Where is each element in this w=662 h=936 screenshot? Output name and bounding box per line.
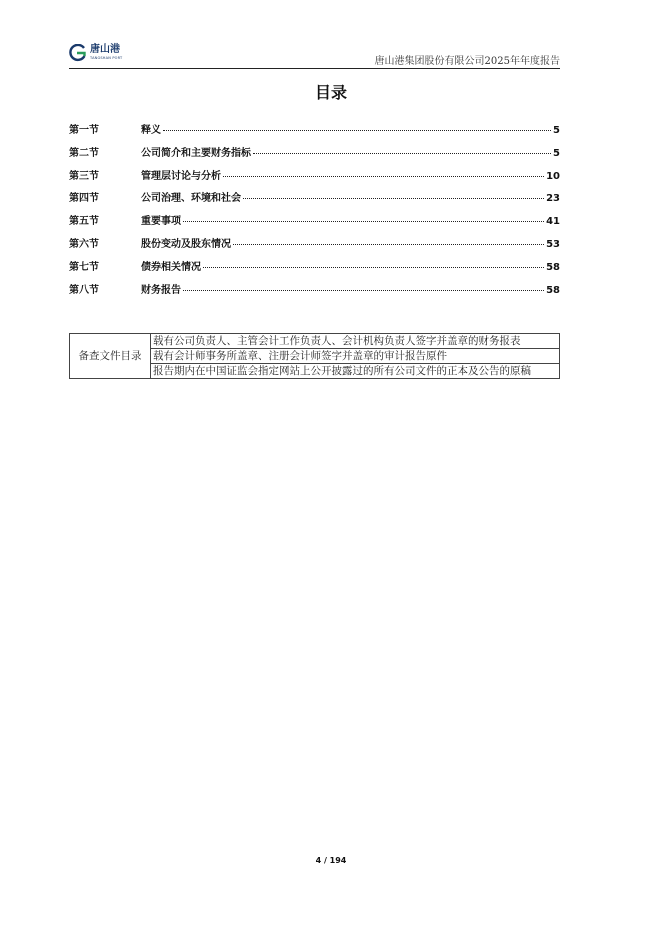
- toc-leader-dots: [183, 221, 544, 222]
- toc-section-title: 释义: [141, 125, 161, 136]
- toc-page-number: 58: [546, 284, 560, 296]
- toc-section-title: 股份变动及股东情况: [141, 238, 231, 250]
- toc-section-title: 债券相关情况: [141, 261, 201, 273]
- toc-entry[interactable]: [69, 258, 560, 281]
- page-header: [69, 44, 560, 69]
- page-number: 4 / 194: [315, 856, 347, 865]
- toc-page-number: 5: [553, 147, 560, 159]
- toc-leader-dots: [243, 198, 544, 199]
- toc-page-number: 53: [546, 238, 560, 250]
- toc-entry[interactable]: [69, 144, 560, 167]
- toc-section-title: 重要事项: [141, 216, 181, 228]
- toc-leader-dots: [233, 244, 544, 245]
- toc-entry[interactable]: [69, 212, 560, 235]
- toc-page-number: 23: [546, 193, 560, 205]
- toc-entry[interactable]: [69, 121, 560, 144]
- toc-leader-dots: [203, 267, 544, 268]
- table-of-contents: [69, 121, 560, 303]
- logo-subtitle: TANGSHAN PORT: [90, 56, 123, 60]
- toc-leader-dots: [253, 153, 551, 154]
- toc-page-number: 41: [546, 216, 560, 228]
- reference-table-label: 备查文件目录: [70, 334, 151, 379]
- toc-page-number: 58: [546, 261, 560, 273]
- toc-entry[interactable]: [69, 235, 560, 258]
- toc-leader-dots: [163, 130, 551, 131]
- toc-leader-dots: [183, 290, 544, 291]
- toc-section-number: 第五节: [69, 216, 99, 228]
- reference-item: 载有公司负责人、主管会计工作负责人、会计机构负责人签字并盖章的财务报表: [151, 334, 560, 349]
- toc-section-title: 公司简介和主要财务指标: [141, 147, 251, 159]
- reference-item: 载有会计师事务所盖章、注册会计师签字并盖章的审计报告原件: [151, 349, 560, 364]
- toc-section-number: 第七节: [69, 261, 99, 273]
- report-title: 唐山港集团股份有限公司2025年年度报告: [374, 56, 560, 67]
- toc-leader-dots: [223, 176, 544, 177]
- tangshan-port-logo-icon: [69, 44, 87, 62]
- toc-section-number: 第六节: [69, 238, 99, 250]
- company-logo: [69, 44, 122, 66]
- toc-section-title: 财务报告: [141, 284, 181, 296]
- logo-name: 唐山港: [90, 44, 120, 55]
- toc-section-title: 公司治理、环境和社会: [141, 193, 241, 205]
- toc-page-number: 5: [553, 125, 560, 136]
- toc-section-number: 第一节: [69, 125, 99, 136]
- toc-section-number: 第四节: [69, 193, 99, 205]
- toc-entry[interactable]: [69, 189, 560, 212]
- table-row: [70, 334, 560, 349]
- toc-page-number: 10: [546, 170, 560, 182]
- toc-section-number: 第三节: [69, 170, 99, 182]
- reference-item: 报告期内在中国证监会指定网站上公开披露过的所有公司文件的正本及公告的原稿: [151, 364, 560, 379]
- toc-entry[interactable]: [69, 281, 560, 304]
- toc-entry[interactable]: [69, 167, 560, 190]
- toc-section-number: 第二节: [69, 147, 99, 159]
- reference-documents-table: [69, 333, 560, 379]
- toc-section-number: 第八节: [69, 284, 99, 296]
- toc-section-title: 管理层讨论与分析: [141, 170, 221, 182]
- document-title: 目录: [314, 83, 347, 102]
